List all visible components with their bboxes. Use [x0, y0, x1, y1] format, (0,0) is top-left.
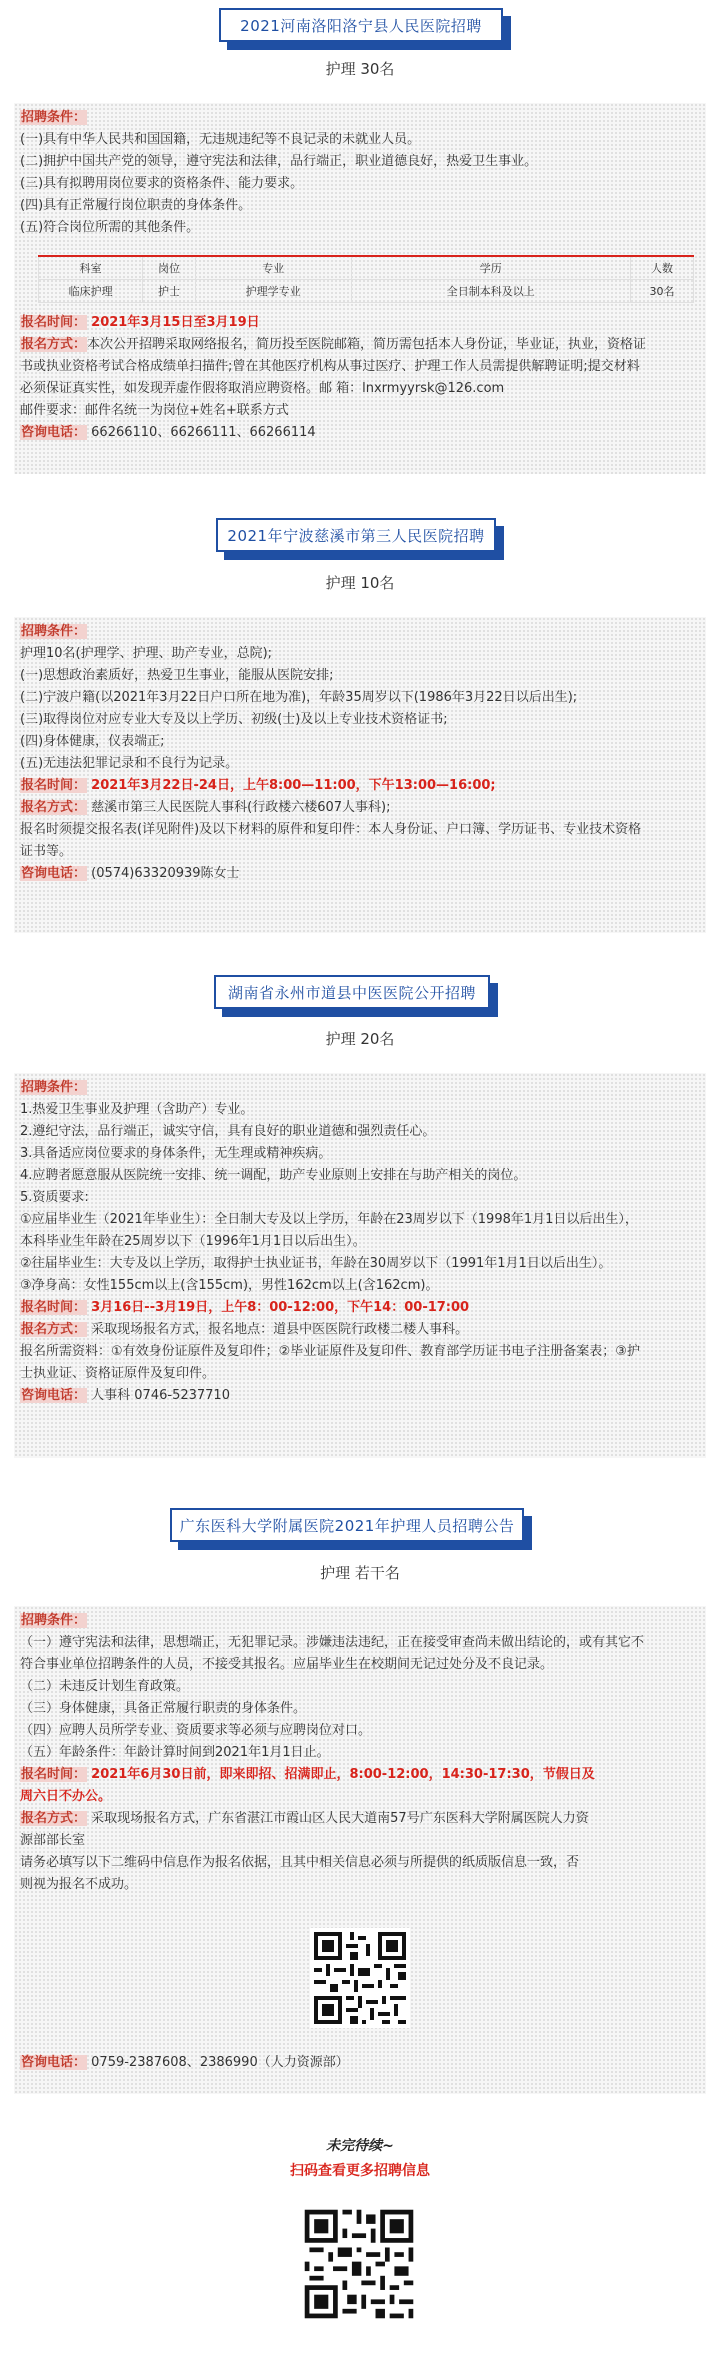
- more-info-qr-code[interactable]: [300, 2205, 418, 2323]
- cond-line: 护理10名(护理学、护理、助产专业，总院);: [20, 646, 273, 661]
- cond-line: （五）年龄条件：年龄计算时间到2021年1月1日止。: [20, 1745, 330, 1760]
- time-value: 3月16日--3月19日，上午8：00-12:00，下午14：00-17:00: [91, 1300, 470, 1315]
- table-header-row: [39, 256, 694, 280]
- section2-panel: [14, 617, 706, 933]
- cond-line: 3.具备适应岗位要求的身体条件，无生理或精神疾病。: [20, 1146, 332, 1161]
- section3-title: 湖南省永州市道县中医医院公开招聘: [227, 983, 476, 1002]
- cond-line: ①应届毕业生（2021年毕业生）：全日制大专及以上学历，年龄在23周岁以下（1998年1月1日以后出生），: [20, 1212, 638, 1227]
- section4-title: 广东医科大学附属医院2021年护理人员招聘公告: [179, 1516, 515, 1535]
- email-requirement: 邮件要求：邮件名统一为岗位+姓名+联系方式: [20, 403, 289, 418]
- title-box: [216, 518, 496, 552]
- cond-line: 5.资质要求:: [20, 1190, 89, 1205]
- phone-label: 咨询电话：: [21, 1388, 87, 1403]
- phone-value: 0759-2387608、2386990（人力资源部）: [91, 2055, 349, 2070]
- time-value: 2021年6月30日前，即来即招、招满即止，8:00-12:00，14:30-17:30，节假日及: [91, 1767, 595, 1782]
- scan-more-text: 扫码查看更多招聘信息: [290, 2163, 430, 2179]
- cond-line: (二)拥护中国共产党的领导，遵守宪法和法律，品行端正，职业道德良好，热爱卫生事业。: [20, 154, 538, 169]
- phone-value: 人事科 0746-5237710: [91, 1388, 230, 1403]
- phone-label: 咨询电话：: [21, 2055, 87, 2070]
- cond-line: (三)取得岗位对应专业大专及以上学历、初级(士)及以上专业技术资格证书;: [20, 712, 448, 727]
- cond-label: 招聘条件：: [21, 624, 87, 639]
- method-text: 报名时须提交报名表(详见附件)及以下材料的原件和复印件：本人身份证、户口簿、学历证书、专业技术资格: [20, 822, 642, 837]
- cond-line: (五)无违法犯罪记录和不良行为记录。: [20, 756, 239, 771]
- phone-value: (0574)63320939陈女士: [91, 866, 240, 881]
- cond-line: (一)具有中华人民共和国国籍，无违规违纪等不良记录的未就业人员。: [20, 132, 421, 147]
- cond-line: 1.热爱卫生事业及护理（含助产）专业。: [20, 1102, 254, 1117]
- table-row: [39, 280, 694, 303]
- table-cell: 护理学专业: [195, 280, 351, 303]
- section3-panel: [14, 1073, 706, 1458]
- time-label: 报名时间：: [21, 778, 87, 793]
- method-label: 报名方式：: [21, 337, 87, 352]
- table-header-cell: 科室: [39, 256, 143, 280]
- cond-line: 4.应聘者愿意服从医院统一安排、统一调配，助产专业原则上安排在与助产相关的岗位。: [20, 1168, 527, 1183]
- cond-line: (一)思想政治素质好，热爱卫生事业，能服从医院安排;: [20, 668, 334, 683]
- title-box: [214, 975, 490, 1009]
- table-header-cell: 学历: [351, 256, 631, 280]
- section3-title-banner: [0, 975, 720, 1019]
- method-text: 证书等。: [20, 844, 73, 859]
- method-label: 报名方式：: [21, 1322, 87, 1337]
- title-box: [170, 1508, 524, 1542]
- method-text: 必须保证真实性，如发现弄虚作假将取消应聘资格。邮 箱：lnxrmyyrsk@126.com: [20, 381, 505, 396]
- cond-line: (四)身体健康，仪表端正;: [20, 734, 165, 749]
- method-text: 慈溪市第三人民医院人事科(行政楼六楼607人事科);: [91, 800, 391, 815]
- cond-line: （二）未违反计划生育政策。: [20, 1679, 190, 1694]
- method-text: 采取现场报名方式，广东省湛江市霞山区人民大道南57号广东医科大学附属医院人力资: [91, 1811, 589, 1826]
- method-text: 源部部长室: [20, 1833, 86, 1848]
- time-value: 2021年3月15日至3月19日: [91, 315, 260, 330]
- section2-post: 护理 10名: [325, 574, 395, 592]
- section4-title-banner: [0, 1508, 720, 1552]
- section4-panel: [14, 1606, 706, 2094]
- section4-post: 护理 若干名: [320, 1564, 400, 1582]
- title-box: [219, 8, 503, 42]
- table-cell: 全日制本科及以上: [351, 280, 631, 303]
- time-label: 报名时间：: [21, 315, 87, 330]
- phone-label: 咨询电话：: [21, 866, 87, 881]
- to-be-continued: 未完待续~: [326, 2138, 394, 2154]
- job-table: [38, 255, 694, 303]
- cond-line: （一）遵守宪法和法律，思想端正，无犯罪记录。涉嫌违法违纪，正在接受审查尚未做出结论的，或有其它不: [20, 1635, 645, 1650]
- cond-label: 招聘条件：: [21, 1080, 87, 1095]
- cond-line: (五)符合岗位所需的其他条件。: [20, 220, 200, 235]
- cond-line: 2.遵纪守法，品行端正，诚实守信，具有良好的职业道德和强烈责任心。: [20, 1124, 436, 1139]
- time-value: 周六日不办公。: [20, 1789, 112, 1804]
- qr-code-icon: [300, 2205, 418, 2323]
- method-label: 报名方式：: [21, 800, 87, 815]
- material-text: 士执业证、资格证原件及复印件。: [20, 1366, 216, 1381]
- time-value: 2021年3月22日-24日，上午8:00—11:00，下午13:00—16:00;: [91, 778, 496, 793]
- time-label: 报名时间：: [21, 1767, 87, 1782]
- notice-text: 请务必填写以下二维码中信息作为报名依据，且其中相关信息必须与所提供的纸质版信息一致，否: [20, 1855, 580, 1870]
- cond-line: ②往届毕业生：大专及以上学历，取得护士执业证书，年龄在30周岁以下（1991年1月1日以后出生）。: [20, 1256, 612, 1271]
- cond-line: 本科毕业生年龄在25周岁以下（1996年1月1日以后出生）。: [20, 1234, 366, 1249]
- phone-label: 咨询电话：: [21, 425, 87, 440]
- section1-post: 护理 30名: [325, 60, 395, 78]
- cond-label: 招聘条件：: [21, 1613, 87, 1628]
- cond-line: (三)具有拟聘用岗位要求的资格条件、能力要求。: [20, 176, 304, 191]
- method-text: 采取现场报名方式，报名地点：道县中医医院行政楼二楼人事科。: [91, 1322, 469, 1337]
- phone-value: 66266110、66266111、66266114: [91, 425, 316, 440]
- table-cell: 临床护理: [39, 280, 143, 303]
- table-header-cell: 岗位: [143, 256, 196, 280]
- table-cell: 护士: [143, 280, 196, 303]
- notice-text: 则视为报名不成功。: [20, 1877, 138, 1892]
- section2-title: 2021年宁波慈溪市第三人民医院招聘: [227, 526, 485, 545]
- section3-post: 护理 20名: [325, 1030, 395, 1048]
- cond-line: （三）身体健康，具备正常履行职责的身体条件。: [20, 1701, 307, 1716]
- cond-line: ③净身高：女性155cm以上(含155cm)，男性162cm以上(含162cm)。: [20, 1278, 439, 1293]
- cond-line: （四）应聘人员所学专业、资质要求等必须与应聘岗位对口。: [20, 1723, 372, 1738]
- section1-title-banner: [0, 8, 720, 52]
- cond-label: 招聘条件：: [21, 110, 87, 125]
- section2-title-banner: [0, 518, 720, 562]
- time-label: 报名时间：: [21, 1300, 87, 1315]
- section1-panel: [14, 103, 706, 474]
- method-text: 本次公开招聘采取网络报名，简历投至医院邮箱，简历需包括本人身份证，毕业证，执业，资格证: [87, 337, 647, 352]
- cond-line: (二)宁波户籍(以2021年3月22日户口所在地为准)，年龄35周岁以下(1986年3月22日以后出生);: [20, 690, 578, 705]
- registration-qr-code[interactable]: [310, 1928, 410, 2028]
- qr-code-icon: [310, 1928, 410, 2028]
- material-text: 报名所需资料：①有效身份证原件及复印件；②毕业证原件及复印件、教育部学历证书电子注册备案表；③护: [20, 1344, 640, 1359]
- method-label: 报名方式：: [21, 1811, 87, 1826]
- table-header-cell: 专业: [195, 256, 351, 280]
- section1-title: 2021河南洛阳洛宁县人民医院招聘: [240, 16, 482, 35]
- cond-line: 符合事业单位招聘条件的人员，不接受其报名。应届毕业生在校期间无记过处分及不良记录。: [20, 1657, 554, 1672]
- method-text: 书或执业资格考试合格成绩单扫描件;曾在其他医疗机构从事过医疗、护理工作人员需提供解聘证明;提交材料: [20, 359, 640, 374]
- cond-line: (四)具有正常履行岗位职责的身体条件。: [20, 198, 252, 213]
- table-header-cell: 人数: [631, 256, 694, 280]
- table-cell: 30名: [631, 280, 694, 303]
